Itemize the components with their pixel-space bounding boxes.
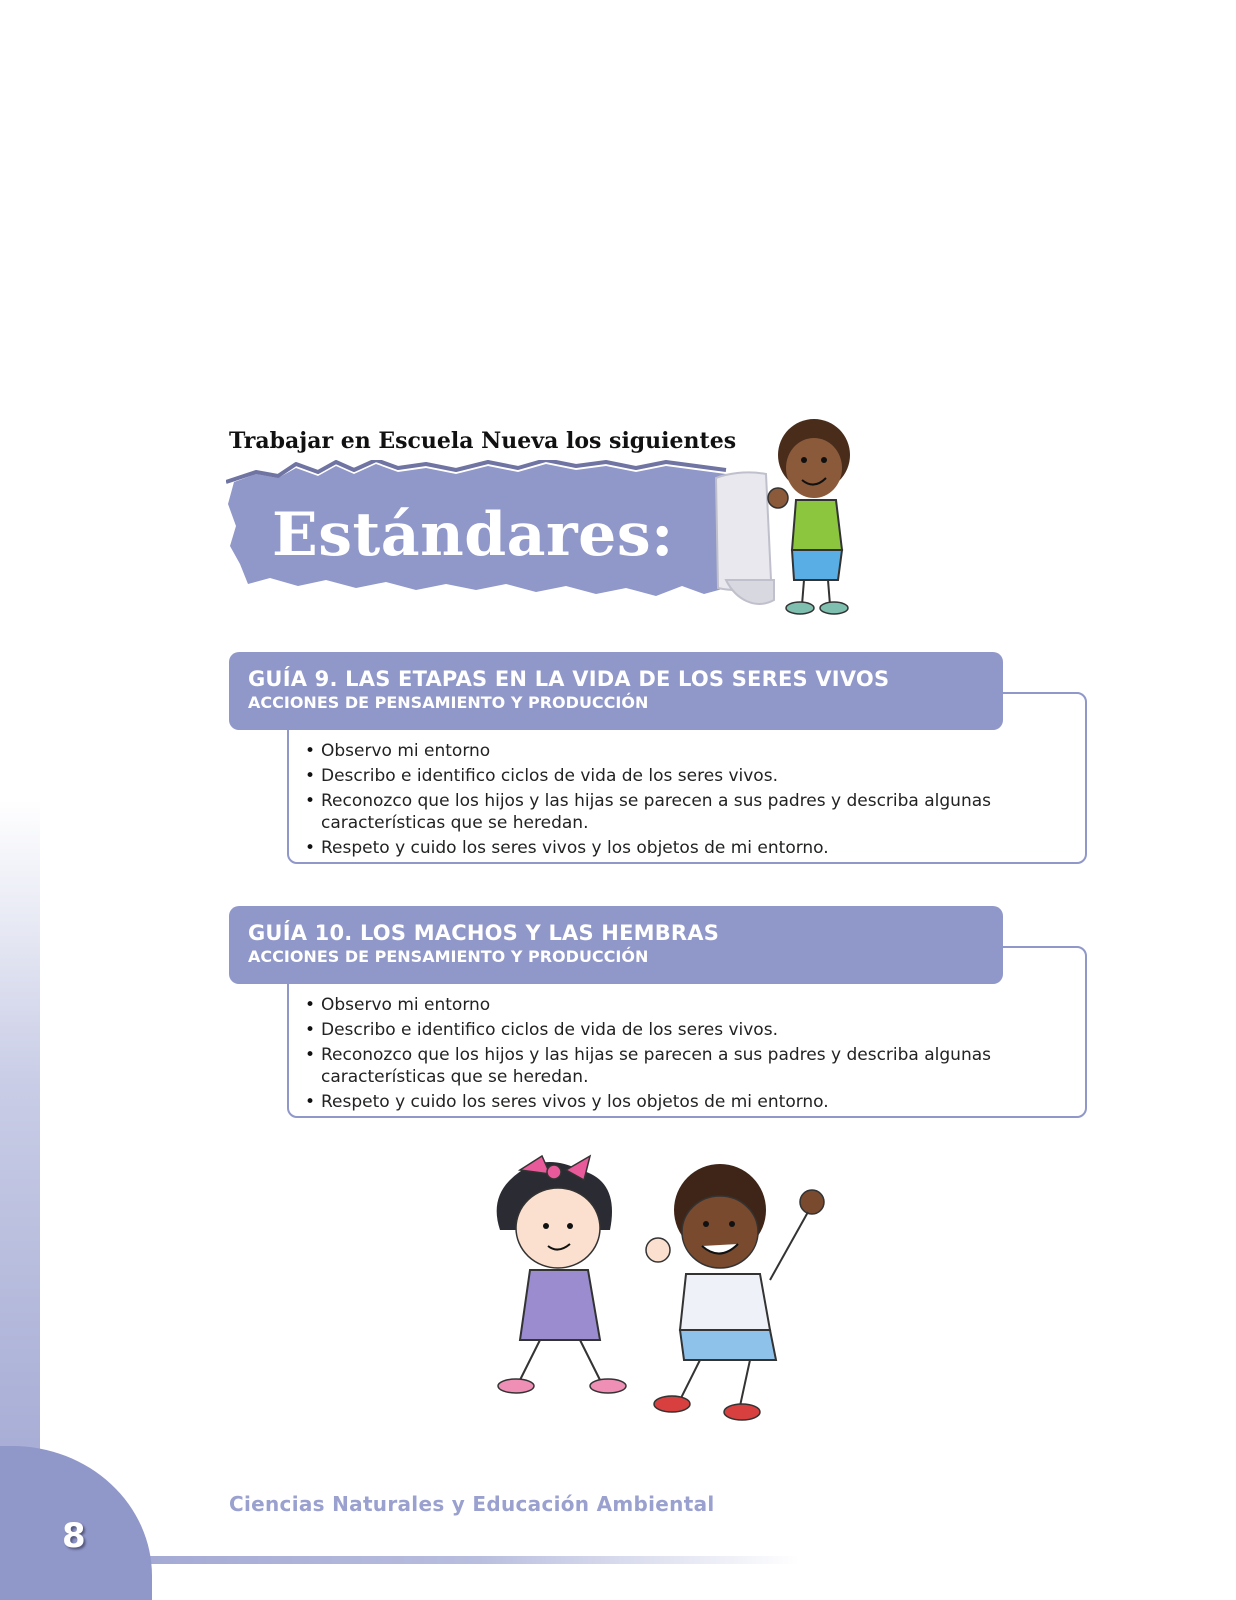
guide-10-title: GUÍA 10. LOS MACHOS Y LAS HEMBRAS — [248, 921, 720, 945]
list-item: • Respeto y cuido los seres vivos y los objetos de mi entorno. — [305, 1091, 1065, 1113]
guide-9-list — [305, 740, 1065, 862]
guide-10-section — [229, 906, 1089, 1136]
list-item: • Describo e identifico ciclos de vida de los seres vivos. — [305, 765, 1065, 787]
list-item: • Describo e identifico ciclos de vida de los seres vivos. — [305, 1019, 1065, 1041]
guide-9-title: GUÍA 9. LAS ETAPAS EN LA VIDA DE LOS SERES VIVOS — [248, 667, 890, 691]
guide-9-section — [229, 652, 1089, 882]
list-item: • Observo mi entorno — [305, 994, 1065, 1016]
list-item: • Reconozco que los hijos y las hijas se parecen a sus padres y describa algunas características que se heredan. — [305, 790, 1065, 834]
footer-book-title: Ciencias Naturales y Educación Ambiental — [229, 1492, 715, 1516]
guide-10-header — [229, 906, 1003, 984]
guide-10-subtitle: ACCIONES DE PENSAMIENTO Y PRODUCCIÓN — [248, 947, 649, 966]
list-item: • Respeto y cuido los seres vivos y los objetos de mi entorno. — [305, 837, 1065, 859]
intro-text: Trabajar en Escuela Nueva los siguientes — [229, 428, 737, 454]
boy-illustration — [730, 400, 870, 620]
guide-9-subtitle: ACCIONES DE PENSAMIENTO Y PRODUCCIÓN — [248, 693, 649, 712]
children-illustration — [480, 1150, 840, 1430]
guide-9-header — [229, 652, 1003, 730]
list-item: • Observo mi entorno — [305, 740, 1065, 762]
page-number: 8 — [62, 1516, 86, 1556]
banner-title: Estándares: — [272, 500, 674, 570]
list-item: • Reconozco que los hijos y las hijas se parecen a sus padres y describa algunas características que se heredan. — [305, 1044, 1065, 1088]
guide-10-list — [305, 994, 1065, 1116]
